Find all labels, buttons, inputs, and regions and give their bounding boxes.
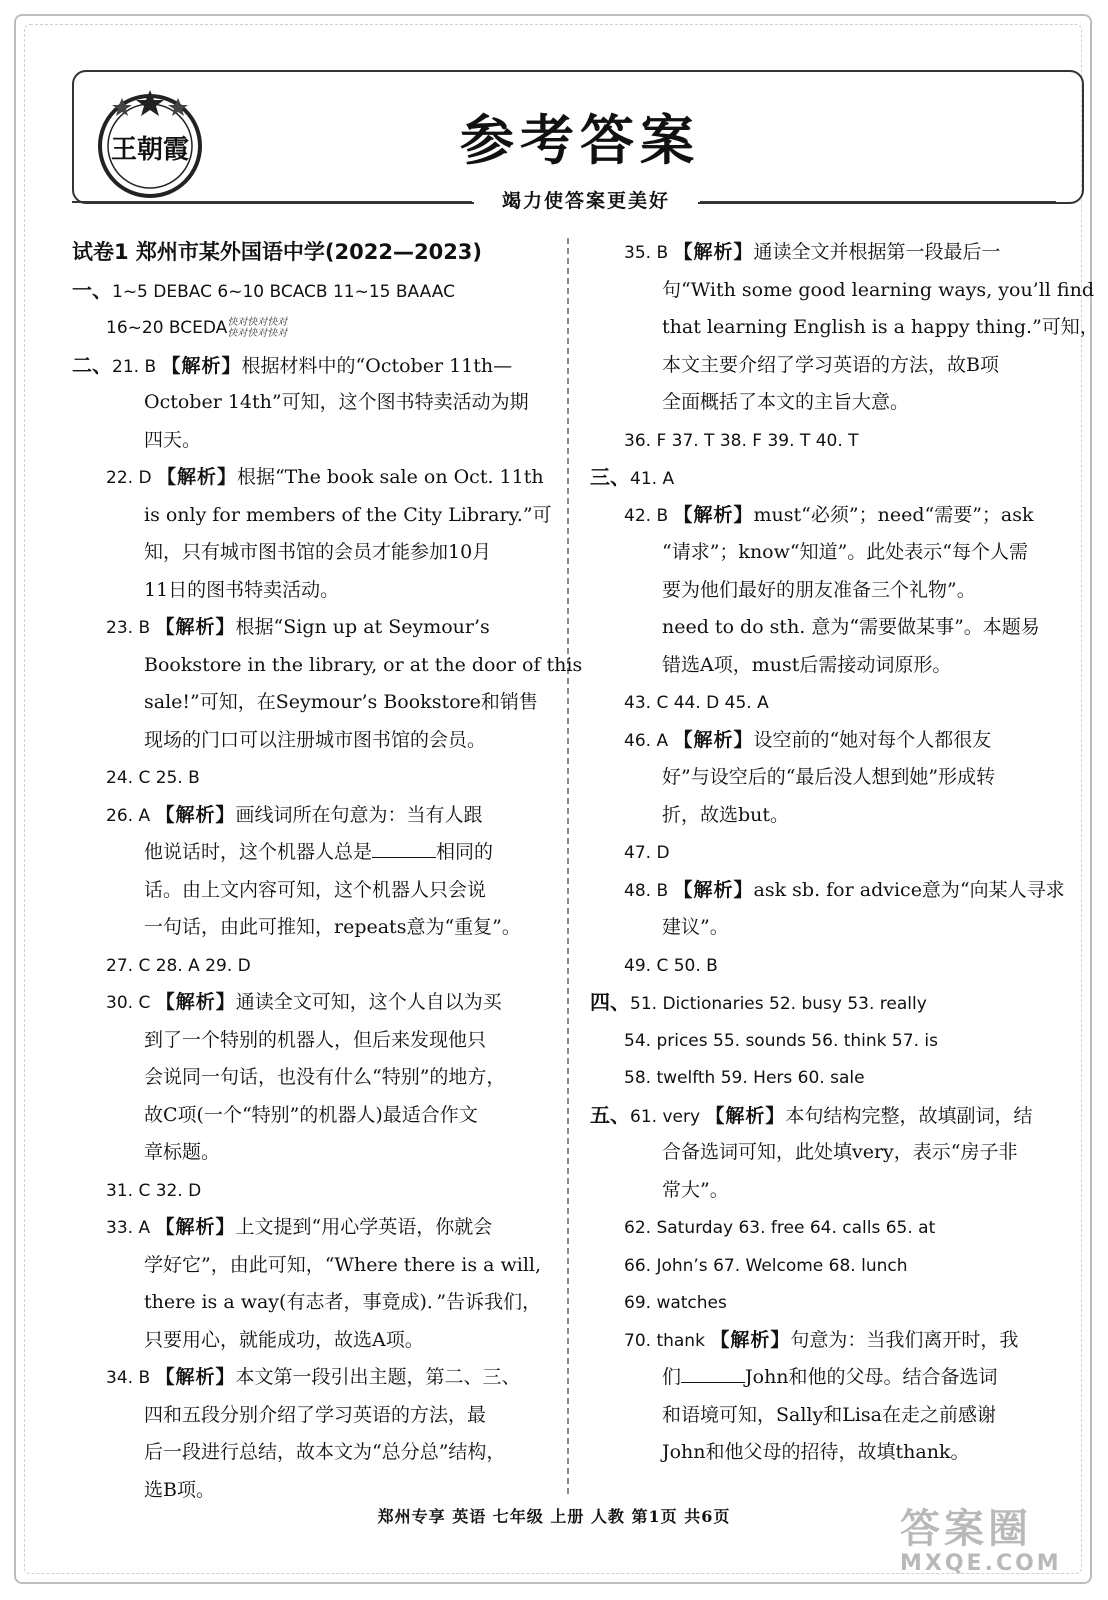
answer-line bbox=[72, 684, 552, 722]
answer-text: “请求”；know“知道”。此处表示“每个人需 bbox=[662, 541, 1029, 563]
answer-line bbox=[72, 384, 552, 422]
answer-text: 根据“Sign up at Seymour’s bbox=[235, 616, 490, 638]
answer-text: 现场的门口可以注册城市图书馆的会员。 bbox=[144, 728, 487, 751]
answer-text: 错选A项，must后需接动词原形。 bbox=[662, 653, 952, 676]
answer-text: 话。由上文内容可知，这个机器人只会说 bbox=[144, 878, 487, 901]
answer-line bbox=[72, 1397, 552, 1435]
analysis-tag: 【解析】 bbox=[673, 503, 754, 526]
analysis-tag: 【解析】 bbox=[673, 728, 754, 751]
answer-text: 31. C 32. D bbox=[106, 1180, 202, 1201]
answer-text: 16~20 BCEDA bbox=[106, 318, 228, 338]
answer-text: must“必须”；need“需要”；ask bbox=[753, 503, 1034, 526]
page-footer: 郑州专享 英语 七年级 上册 人教 第1页 共6页 bbox=[377, 1507, 731, 1526]
answer-text: 23. B bbox=[106, 618, 156, 638]
answer-line bbox=[72, 497, 552, 535]
answer-text: 30. C bbox=[106, 993, 156, 1013]
answer-text: 51. Dictionaries 52. busy 53. really bbox=[630, 994, 927, 1014]
answer-line bbox=[72, 347, 552, 385]
answer-line bbox=[72, 1172, 552, 1210]
answer-text: 章标题。 bbox=[144, 1141, 221, 1163]
answer-text: 根据材料中的“October 11th— bbox=[241, 354, 513, 377]
page-title: 参考答案 bbox=[460, 109, 700, 172]
answer-line bbox=[72, 272, 552, 310]
answer-line bbox=[72, 309, 552, 347]
answer-line bbox=[72, 1059, 552, 1097]
fill-in-blank bbox=[372, 839, 436, 858]
answer-line bbox=[72, 1209, 552, 1247]
answer-text: John和他父母的招待，故填thank。 bbox=[662, 1441, 970, 1463]
analysis-tag: 【解析】 bbox=[710, 1328, 791, 1351]
answer-line bbox=[590, 759, 1070, 797]
answer-text: 和语境可知，Sally和Lisa在走之前感谢 bbox=[662, 1403, 997, 1426]
section-number: 三、 bbox=[590, 465, 630, 489]
answer-text: need to do sth. 意为“需要做某事”。本题易 bbox=[662, 616, 1040, 638]
answer-line bbox=[590, 1434, 1070, 1472]
answer-text: 他说话时，这个机器人总是 bbox=[144, 841, 373, 863]
answer-line bbox=[72, 947, 552, 985]
answer-line bbox=[590, 347, 1070, 385]
answer-line bbox=[590, 234, 1070, 272]
answer-line bbox=[590, 609, 1070, 647]
answer-text: 画线词所在句意为：当有人跟 bbox=[235, 803, 483, 826]
column-divider bbox=[567, 238, 569, 1494]
analysis-tag: 【解析】 bbox=[673, 878, 754, 901]
answer-line bbox=[590, 384, 1070, 422]
answer-line bbox=[590, 572, 1070, 610]
answer-line bbox=[590, 947, 1070, 985]
answer-text: 通读全文可知，这个人自以为买 bbox=[235, 991, 502, 1013]
answer-line bbox=[590, 722, 1070, 760]
answer-text: 合备选词可知，此处填very，表示“房子非 bbox=[662, 1141, 1018, 1163]
answer-line bbox=[72, 1434, 552, 1472]
answer-text: 选B项。 bbox=[144, 1478, 215, 1501]
answer-text: sale!”可知，在Seymour’s Bookstore和销售 bbox=[144, 691, 538, 713]
answer-line bbox=[72, 422, 552, 460]
answer-line bbox=[590, 459, 1070, 497]
answer-text: 们 bbox=[662, 1366, 682, 1388]
analysis-tag: 【解析】 bbox=[155, 1216, 236, 1238]
answer-text: John和他的父母。结合备选词 bbox=[745, 1366, 998, 1388]
answer-text: 常大”。 bbox=[662, 1178, 729, 1201]
answer-text: 70. thank bbox=[624, 1330, 711, 1351]
answer-text: 21. B bbox=[112, 356, 162, 377]
answer-text: 全面概括了本文的主旨大意。 bbox=[662, 391, 910, 413]
handwritten-note-line: 快对快对快对 bbox=[227, 328, 288, 339]
answer-line bbox=[590, 497, 1070, 535]
answer-text: 根据“The book sale on Oct. 11th bbox=[236, 466, 544, 488]
answer-line bbox=[72, 572, 552, 610]
answer-line bbox=[72, 534, 552, 572]
answer-text: 54. prices 55. sounds 56. think 57. is bbox=[624, 1030, 938, 1051]
answer-text: 62. Saturday 63. free 64. calls 65. at bbox=[624, 1218, 936, 1238]
answer-column-right bbox=[590, 234, 1099, 1472]
analysis-tag: 【解析】 bbox=[673, 241, 754, 263]
answer-line bbox=[72, 872, 552, 910]
answer-line bbox=[590, 534, 1070, 572]
handwritten-note bbox=[227, 317, 287, 339]
analysis-tag: 【解析】 bbox=[155, 803, 236, 826]
answer-line bbox=[590, 647, 1070, 685]
watermark-text: 答案圈 bbox=[900, 1506, 1032, 1552]
answer-line bbox=[590, 909, 1070, 947]
watermark bbox=[900, 1506, 1090, 1586]
answer-text: October 14th”可知，这个图书特卖活动为期 bbox=[144, 391, 529, 413]
answer-line bbox=[590, 272, 1094, 310]
slogan: 竭力使答案更美好 bbox=[474, 186, 698, 213]
answer-line bbox=[590, 1172, 1070, 1210]
answer-line bbox=[72, 1359, 552, 1397]
answer-text: 上文提到“用心学英语，你就会 bbox=[235, 1216, 493, 1238]
answer-text: 41. A bbox=[630, 469, 675, 489]
answer-text: 四和五段分别介绍了学习英语的方法，最 bbox=[144, 1403, 487, 1426]
answer-text: 35. B bbox=[624, 243, 674, 263]
answer-text: 42. B bbox=[624, 505, 674, 526]
analysis-tag: 【解析】 bbox=[705, 1104, 786, 1127]
answer-line bbox=[590, 309, 1099, 347]
section-number: 一、 bbox=[72, 277, 112, 302]
answer-text: 建议”。 bbox=[662, 916, 729, 938]
answer-text: 49. C 50. B bbox=[624, 955, 718, 976]
answer-text: 47. D bbox=[624, 843, 670, 863]
answer-line bbox=[590, 684, 1070, 722]
answer-text: 好”与设空后的“最后没人想到她”形成转 bbox=[662, 766, 996, 788]
answer-line bbox=[590, 1284, 1070, 1322]
answer-text: 24. C 25. B bbox=[106, 768, 200, 788]
answer-text: 知，只有城市图书馆的会员才能参加10月 bbox=[144, 541, 492, 563]
answer-line bbox=[590, 422, 1070, 460]
answer-text: 通读全文并根据第一段最后一 bbox=[753, 241, 1001, 263]
answer-line bbox=[72, 647, 583, 685]
handwritten-note-line: 快对快对快对 bbox=[227, 317, 288, 328]
answer-line bbox=[72, 1134, 552, 1172]
answer-text: 48. B bbox=[624, 880, 674, 901]
answer-text: 61. very bbox=[630, 1106, 706, 1127]
answer-text: 设空前的“她对每个人都很友 bbox=[753, 728, 992, 751]
answer-text: 只要用心，就能成功，故选A项。 bbox=[144, 1328, 424, 1351]
answer-text: 四天。 bbox=[144, 428, 202, 451]
answer-text: 会说同一句话，也没有什么“特别”的地方， bbox=[144, 1066, 506, 1088]
answer-text: 43. C 44. D 45. A bbox=[624, 693, 769, 713]
section-number: 四、 bbox=[590, 990, 630, 1014]
answer-line bbox=[72, 797, 552, 835]
answer-text: 本文主要介绍了学习英语的方法，故B项 bbox=[662, 353, 999, 376]
answer-text: 27. C 28. A 29. D bbox=[106, 955, 251, 976]
answer-line bbox=[72, 759, 552, 797]
answer-text: 折，故选but。 bbox=[662, 803, 790, 826]
answer-text: 后一段进行总结，故本文为“总分总”结构， bbox=[144, 1441, 506, 1463]
answer-line bbox=[590, 834, 1070, 872]
answer-line bbox=[72, 609, 552, 647]
answer-text: ask sb. for advice意为“向某人寻求 bbox=[753, 878, 1065, 901]
answer-text: 本文第一段引出主题，第二、三、 bbox=[235, 1366, 521, 1388]
answer-line bbox=[590, 1359, 1070, 1397]
answer-text: 34. B bbox=[106, 1368, 156, 1388]
answer-text: Bookstore in the library, or at the door of this bbox=[144, 653, 583, 676]
answer-text: 句意为：当我们离开时，我 bbox=[790, 1328, 1019, 1351]
analysis-tag: 【解析】 bbox=[161, 354, 242, 377]
answer-line bbox=[590, 984, 1070, 1022]
analysis-tag: 【解析】 bbox=[156, 466, 237, 488]
answer-line bbox=[72, 234, 552, 272]
answer-line bbox=[590, 1134, 1070, 1172]
answer-line bbox=[72, 1284, 552, 1322]
answer-line bbox=[72, 1247, 552, 1285]
answer-line bbox=[590, 1097, 1070, 1135]
answer-text: 22. D bbox=[106, 468, 157, 488]
answer-line bbox=[590, 1209, 1070, 1247]
answer-line bbox=[72, 1022, 552, 1060]
answer-line bbox=[590, 1059, 1070, 1097]
answer-text: 26. A bbox=[106, 805, 156, 826]
answer-line bbox=[72, 909, 552, 947]
analysis-tag: 【解析】 bbox=[155, 1366, 236, 1388]
answer-text: 1~5 DEBAC 6~10 BCACB 11~15 BAAAC bbox=[112, 281, 455, 302]
answer-text: 故C项(一个“特别”的机器人)最适合作文 bbox=[144, 1103, 478, 1126]
answer-line bbox=[72, 1322, 552, 1360]
answer-line bbox=[590, 872, 1070, 910]
slogan-rule-left bbox=[72, 201, 472, 203]
answer-text: 36. F 37. T 38. F 39. T 40. T bbox=[624, 430, 859, 451]
fill-in-blank bbox=[681, 1364, 745, 1383]
answer-text: 试卷1 郑州市某外国语中学(2022—2023) bbox=[72, 240, 483, 264]
answer-line bbox=[590, 1247, 1070, 1285]
answer-line bbox=[72, 722, 552, 760]
answer-text: 66. John’s 67. Welcome 68. lunch bbox=[624, 1255, 908, 1276]
answer-text: is only for members of the City Library.”可 bbox=[144, 503, 552, 526]
section-number: 二、 bbox=[72, 352, 112, 377]
section-number: 五、 bbox=[590, 1102, 630, 1127]
analysis-tag: 【解析】 bbox=[155, 991, 236, 1013]
answer-text: 69. watches bbox=[624, 1293, 727, 1313]
watermark-url: MXQE.COM bbox=[900, 1551, 1062, 1576]
answer-line bbox=[590, 1322, 1070, 1360]
answer-text: that learning English is a happy thing.”可知， bbox=[662, 316, 1099, 338]
answer-column-left bbox=[72, 234, 583, 1509]
answer-text: 一句话，由此可推知，repeats意为“重复”。 bbox=[144, 916, 521, 938]
answer-text: 11日的图书特卖活动。 bbox=[144, 578, 340, 601]
answer-text: 46. A bbox=[624, 730, 674, 751]
answer-text: 句“With some good learning ways, you’ll find bbox=[662, 278, 1094, 301]
publisher-logo bbox=[92, 86, 208, 202]
answer-line bbox=[590, 1397, 1070, 1435]
answer-text: 到了一个特别的机器人，但后来发现他只 bbox=[144, 1028, 487, 1051]
answer-line bbox=[72, 984, 552, 1022]
answer-line bbox=[72, 1097, 552, 1135]
slogan-rule-right bbox=[700, 201, 1056, 203]
answer-text: 58. twelfth 59. Hers 60. sale bbox=[624, 1068, 865, 1088]
answer-line bbox=[72, 834, 552, 872]
answer-text: 学好它”，由此可知，“Where there is a will, bbox=[144, 1253, 542, 1276]
answer-line bbox=[590, 1022, 1070, 1060]
answer-text: there is a way(有志者，事竟成)．”告诉我们， bbox=[144, 1291, 542, 1313]
answer-text: 本句结构完整，故填副词，结 bbox=[785, 1104, 1033, 1127]
answer-line bbox=[590, 797, 1070, 835]
answer-text: 要为他们最好的朋友准备三个礼物”。 bbox=[662, 578, 976, 601]
svg-text:王朝霞: 王朝霞 bbox=[110, 135, 190, 165]
answer-line bbox=[72, 459, 552, 497]
answer-text: 33. A bbox=[106, 1218, 156, 1238]
answer-text: 相同的 bbox=[436, 841, 494, 863]
analysis-tag: 【解析】 bbox=[155, 616, 236, 638]
